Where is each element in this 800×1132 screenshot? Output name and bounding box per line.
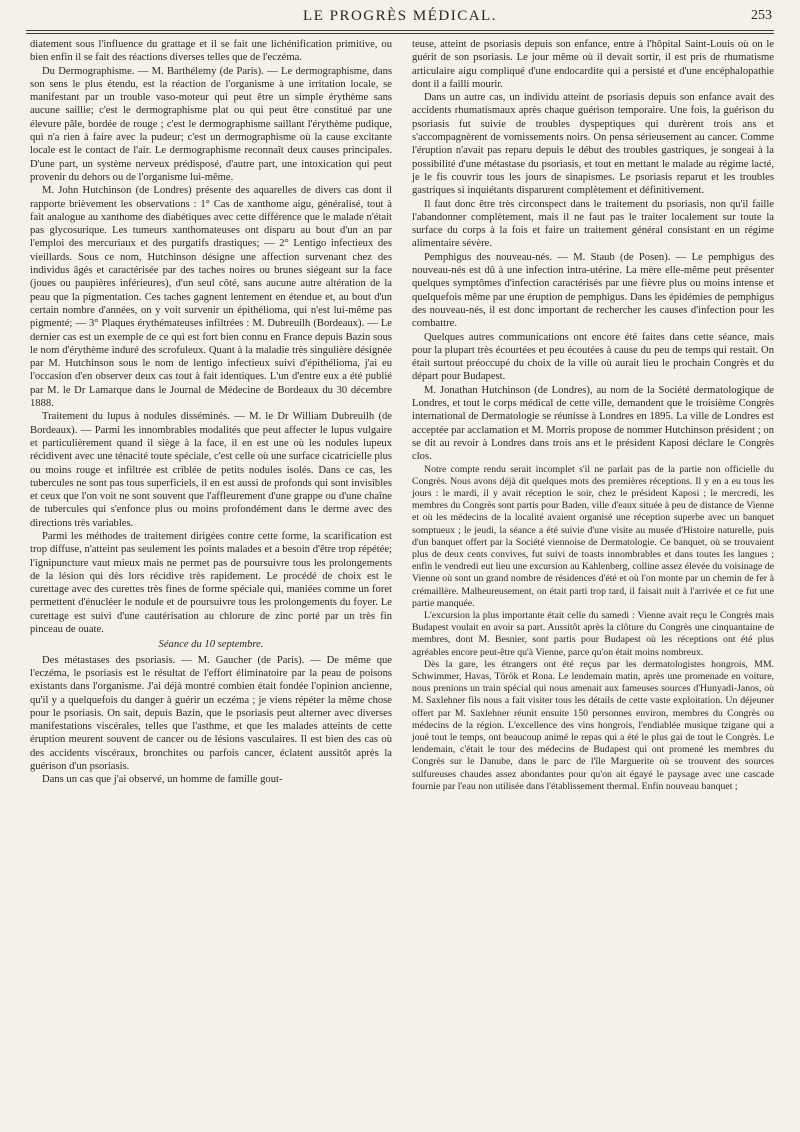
page-number: 253 — [751, 8, 772, 23]
running-title: LE PROGRÈS MÉDICAL. — [303, 8, 497, 24]
paragraph: L'excursion la plus importante était celle du samedi : Vienne avait reçu le Congrès mais Budapest voulait en avoir sa part. Aussitôt après la clôture du Congrès une cinquantaine de membres, dont M. Besnier, sont partis pour Budapest où les réceptions ont été plus agréables encore peut-être qu'à Vienne, parce qu'on était moins nombreux. — [412, 609, 774, 658]
paragraph: Dès la gare, les étrangers ont été reçus par les dermatologistes hongrois, MM. Schwimmer, Havas, Török et Rona. Le lendemain matin, après une promenade en voiture, nous prenions un train spécial qui nous amenait aux fameuses sources d'Hunyadi-Janos, où M. Saxlehner fils nous a fait visiter tous les détails de cette vaste exploitation. Un déjeuner offert par M. Saxlehner réunit ensuite 150 personnes environ, membres du Congrès ou médecins de la région. L'excellence des vins hongrois, l'endiablée musique tzigane qui a joué tout le temps, ont beaucoup animé le repas qui a été le plus gai de tout le Congrès. Le lendemain, c'était le tour des médecins de Budapest qui ont promené les membres du Congrès sur le Danube, dans le parc de l'île Marguerite où se trouvent des sources sulfureuses chaudes assez abondantes pour qu'on ait égayé le paysage avec une cascade fournie par l'eau non utilisée dans l'établissement thermal. Enfin nouveau banquet ; — [412, 658, 774, 792]
paragraph: Notre compte rendu serait incomplet s'il ne parlait pas de la partie non officielle du Congrès. Nous avons déjà dit quelques mots des premières réceptions. Il y en a eu tous les jours : le mardi, il y avait réception le soir, chez le président Kaposi ; le mercredi, les membres du Congrès sont partis pour Baden, ville d'eaux située à peu de distance de Vienne et où les médecins de la localité avaient organisé une réception superbe avec un banquet somptueux ; le jeudi, la séance a été suivie d'une visite au musée d'Histoire naturelle, puis d'un banquet offert par la Société viennoise de Dermatologie. Ce banquet, où se trouvaient plus de deux cents convives, fut suivi de toasts innombrables et dans toutes les langues ; enfin le vendredi eut lieu une excursion au Kahlenberg, colline assez élevée du voisinage de Vienne où sont un grand nombre de résidences d'été et où l'on monte par un chemin de fer à crémaillère. Malheureusement, on était parti trop tard, il faisait nuit à l'arrivée et ce fut une partie manquée. — [412, 463, 774, 609]
right-column — [412, 38, 774, 793]
paragraph: Du Dermographisme. — M. Barthélemy (de Paris). — Le dermographisme, dans son sens le plus étendu, est la réaction de l'organisme à une irritation locale, se manifestant par un trouble vaso-moteur qui peut être un simple érythème sans aucune saillie; c'est le dermographisme plat ou qui peut être constitué par une élevure pâle, bordée de rouge ; c'est le dermographisme saillant l'érythème pudique, qui n'a rien à faire avec la pudeur; c'est un dermographisme où la cause excitante locale est le contact de l'air. Le dermographisme reconnaît deux causes principales. D'une part, un système nerveux prédisposé, d'autre part, une intoxication qui peut provenir du dehors ou de l'organisme lui-même. — [30, 65, 392, 183]
paragraph: Quelques autres communications ont encore été faites dans cette séance, mais pour la plupart très écourtées et peu écoutées à cause du peu de temps qui restait. On était surtout préoccupé du choix de la ville où aurait lieu le prochain Congrès et du départ pour Budapest. — [412, 331, 774, 383]
paragraph: Il faut donc être très circonspect dans le traitement du psoriasis, non qu'il faille l'abandonner complètement, mais il ne faut pas le traiter localement sur toute la surface du corps à la fois et faire un traitement général consistant en un régime alimentaire sévère. — [412, 198, 774, 250]
header-rule — [26, 30, 774, 34]
paragraph: diatement sous l'influence du grattage et il se fait une lichénification primitive, ou bien enfin il se fait des réactions diverses telles que de l'eczéma. — [30, 39, 392, 64]
paragraph: teuse, atteint de psoriasis depuis son enfance, entre à l'hôpital Saint-Louis où on le guérit de son psoriasis. Le jour même où il devait sortir, il est pris de rhumatisme articulaire aigu compliqué d'une endocardite qui a persisté et d'une encéphalopathie dont il a failli mourir. — [412, 39, 774, 90]
paragraph: Pemphigus des nouveau-nés. — M. Staub (de Posen). — Le pemphigus des nouveau-nés est dû à une infection intra-utérine. La mère elle-même peut présenter quelques symptômes d'infection caractérisés par une fièvre plus ou moins intense et quelquefois même par une éruption de pemphigus. Dans les épidémies de pemphigus des nouveau-nés, il est donc important de rechercher les causes d'infection pour les combattre. — [412, 251, 774, 330]
page-header — [26, 6, 774, 28]
paragraph: Des métastases des psoriasis. — M. Gaucher (de Paris). — De même que l'eczéma, le psoriasis est le résultat de l'effort éliminatoire par la peau de poisons existants dans l'organisme. J'ai déjà montré combien était fondée l'opinion ancienne, qu'il y a quelquefois du danger à guérir un eczéma ; je viens répéter la même chose pour le psoriasis. On sait, depuis Bazin, que le psoriasis peut alterner avec diverses manifestations viscérales, telles que l'asthme, et que les malades atteints de cette éruption meurent souvent de cancer ou de lésions vasculaires. Il est bien des cas où des accidents viscéraux, bronchites ou parfois cancer, éclatent aussitôt après la guérison d'un psoriasis. — [30, 654, 392, 773]
paragraph: M. John Hutchinson (de Londres) présente des aquarelles de divers cas dont il rapporte brièvement les observations : 1° Cas de xanthome aigu, généralisé, tout à fait analogue au xanthome des diabétiques avec cette différence que le malade n'était pas glycosurique. Les tumeurs xanthomateuses ont disparu au bout d'un an par l'emploi des mercuriaux et des purgatifs drastiques; — 2° Lentigo infectieux des vieillards. Sous ce nom, Hutchinson désigne une affection survenant chez des individus âgés et caractérisée par des taches noires ou brunes siégeant sur la face (joues ou paupières inférieures), d'un seul côté, sans aucune autre altération de la peau que la pigmentation. Ces taches gagnent lentement en étendue et, au bout d'un certain nombre d'années, on y voit survenir un épithélioma, qui n'est lui-même pas pigmenté; — 3° Plaques érythémateuses infiltrées : M. Dubreuilh (Bordeaux). — Le dernier cas est un exemple de ce qui est fort bien connu en France depuis Bazin sous le nom d'érythème induré des scrofuleux. Quant à la maladie très singulière désignée par M. Hutchinson sous le nom de lentigo infectieux suivi d'épithélioma, j'ai eu l'occasion d'en observer deux cas tout à fait identiques. L'un d'entre eux a été publié par M. le Dr Lamarque dans le Journal de Médecine de Bordeaux du 30 décembre 1888. — [30, 185, 392, 410]
paragraph: Dans un autre cas, un individu atteint de psoriasis depuis son enfance avait des accidents rhumatismaux après chaque guérison temporaire. Une fois, la guérison du psoriasis fut suivie de troubles dyspeptiques qui durèrent trois ans et s'accompagnèrent de vomissements noirs. On pensa sérieusement au cancer. Comme l'éruption n'avait pas reparu depuis le début des troubles gastriques, je songeai à la possibilité d'une métastase du psoriasis, et tout en mettant le malade au régime lacté, je le fis couvrir tous les jours de sinapismes. Le psoriasis reparut et les troubles gastriques si inquiétants disparurent complètement et définitivement. — [412, 92, 774, 197]
section-heading: Séance du 10 septembre. — [158, 639, 264, 651]
left-column — [30, 38, 392, 787]
paragraph: Parmi les méthodes de traitement dirigées contre cette forme, la scarification est trop diffuse, n'atteint pas seulement les points malades et a besoin d'être trop répétée; l'ignipuncture vaut mieux mais ne permet pas de poursuivre tous les prolongements de la lésion qui dès lors récidive très rapidement. Le procédé de choix est le curettage avec des curettes très fines de forme spéciale qui, maniées comme un foret permettent d'énucléer le nodule et de poursuivre tous les prolongements du foyer. Le curettage est suivi d'une cautérisation au chlorure de zinc porté par un très fin pinceau de ouate. — [30, 530, 392, 636]
paragraph: Traitement du lupus à nodules disséminés. — M. le Dr William Dubreuilh (de Bordeaux). — Parmi les innombrables modalités que peut affecter le lupus vulgaire et particulièrement quand il siège à la face, il en est une où les nodules lupeux récidivent avec une ténacité toute spéciale, c'est celle où une surface cicatricielle plus ou moins rouge et infiltrée est criblée de petits nodules isolés. Dans ce cas, les tubercules ne sont pas tous superficiels, il en est aussi de profonds qui sont invisibles et ceux que l'on voit ne sont souvent que l'affleurement d'une grappe ou d'une chaîne de tubercules qui s'enfonce plus ou moins profondément dans le derme avec des directions très variables. — [30, 411, 392, 529]
paragraph: M. Jonathan Hutchinson (de Londres), au nom de la Société dermatologique de Londres, et tout le corps médical de cette ville, demandent que le troisième Congrès international de Dermatologie se réunisse à Londres en 1895. La ville de Londres est acceptée par acclamation et M. Morris propose de nommer Hutchinson président ; on se dit au revoir à Londres dans trois ans et le président Kaposi déclare le Congrès clos. — [412, 384, 774, 463]
paragraph: Dans un cas que j'ai observé, un homme de famille gout- — [42, 774, 283, 786]
